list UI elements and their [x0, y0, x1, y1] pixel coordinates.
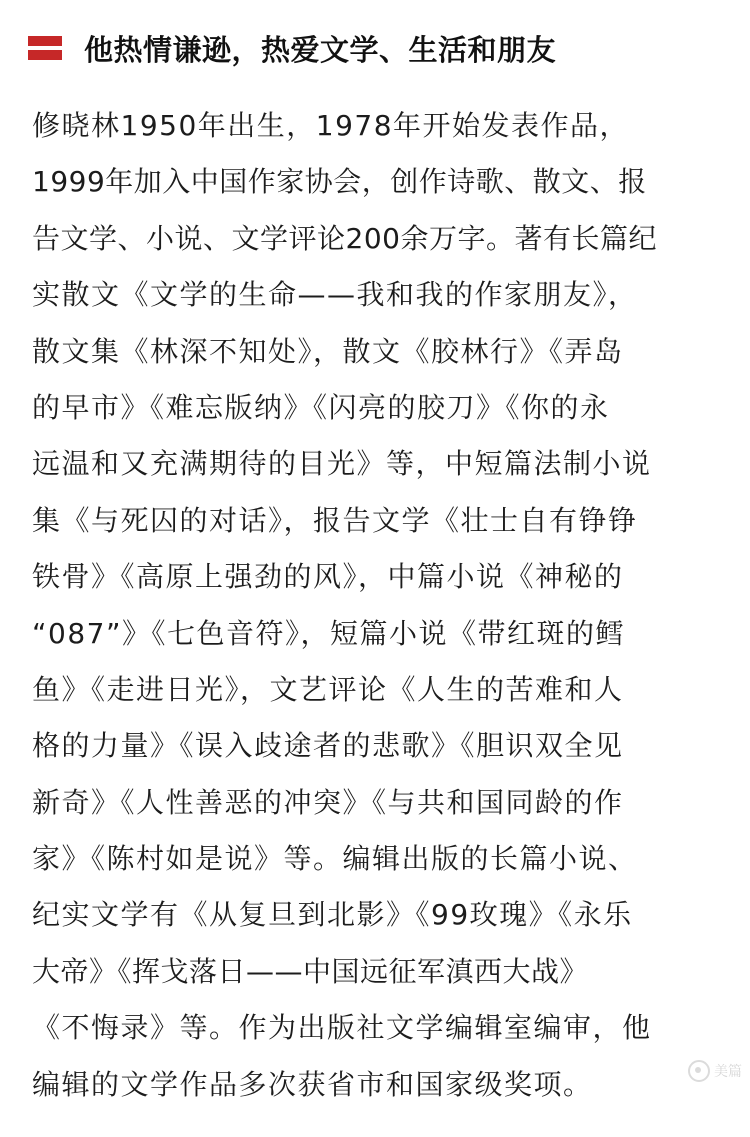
article-line: 远温和又充满期待的目光》等，中短篇法制小说: [32, 447, 652, 481]
article-line: 鱼》《走进日光》，文艺评论《人生的苦难和人: [32, 672, 624, 706]
article-line: 新奇》《人性善恶的冲突》《与共和国同龄的作: [32, 785, 624, 819]
article-line: 的早市》《难忘版纳》《闪亮的胶刀》《你的永: [32, 390, 610, 424]
watermark-text: 美篇: [714, 1064, 742, 1080]
article-line: 集《与死囚的对话》，报告文学《壮士自有铮铮: [32, 503, 638, 537]
section-title: 他热情谦逊，热爱文学、生活和朋友: [84, 32, 557, 67]
article-line: 告文学、小说、文学评论200余万字。著有长篇纪: [32, 221, 657, 255]
article-line: 纪实文学有《从复旦到北影》《99玫瑰》《永乐: [32, 898, 633, 932]
article-line: 格的力量》《误入歧途者的悲歌》《胆识双全见: [32, 729, 624, 763]
article-line: 编辑的文学作品多次获省市和国家级奖项。: [32, 1067, 593, 1101]
article-body: [32, 98, 732, 1113]
article-line: 大帝》《挥戈落日——中国远征军滇西大战》: [32, 954, 589, 988]
header-bars-icon: [28, 33, 62, 63]
watermark-logo-icon: [688, 1060, 710, 1082]
article-line: 实散文《文学的生命——我和我的作家朋友》，: [32, 278, 638, 312]
article-line: 铁骨》《高原上强劲的风》，中篇小说《神秘的: [32, 560, 624, 594]
article-line: 《不悔录》等。作为出版社文学编辑室编审，他: [32, 1011, 652, 1045]
article-line: 1999年加入中国作家协会，创作诗歌、散文、报: [32, 165, 647, 199]
article-line: 散文集《林深不知处》，散文《胶林行》《弄岛: [32, 334, 624, 368]
article-line: 家》《陈村如是说》等。编辑出版的长篇小说、: [32, 842, 638, 876]
article-line: 修晓林1950年出生，1978年开始发表作品，: [32, 109, 630, 142]
article-line: “087”》《七色音符》，短篇小说《带红斑的鳕: [32, 616, 625, 650]
section-header: [28, 20, 730, 76]
watermark: [688, 1060, 742, 1082]
